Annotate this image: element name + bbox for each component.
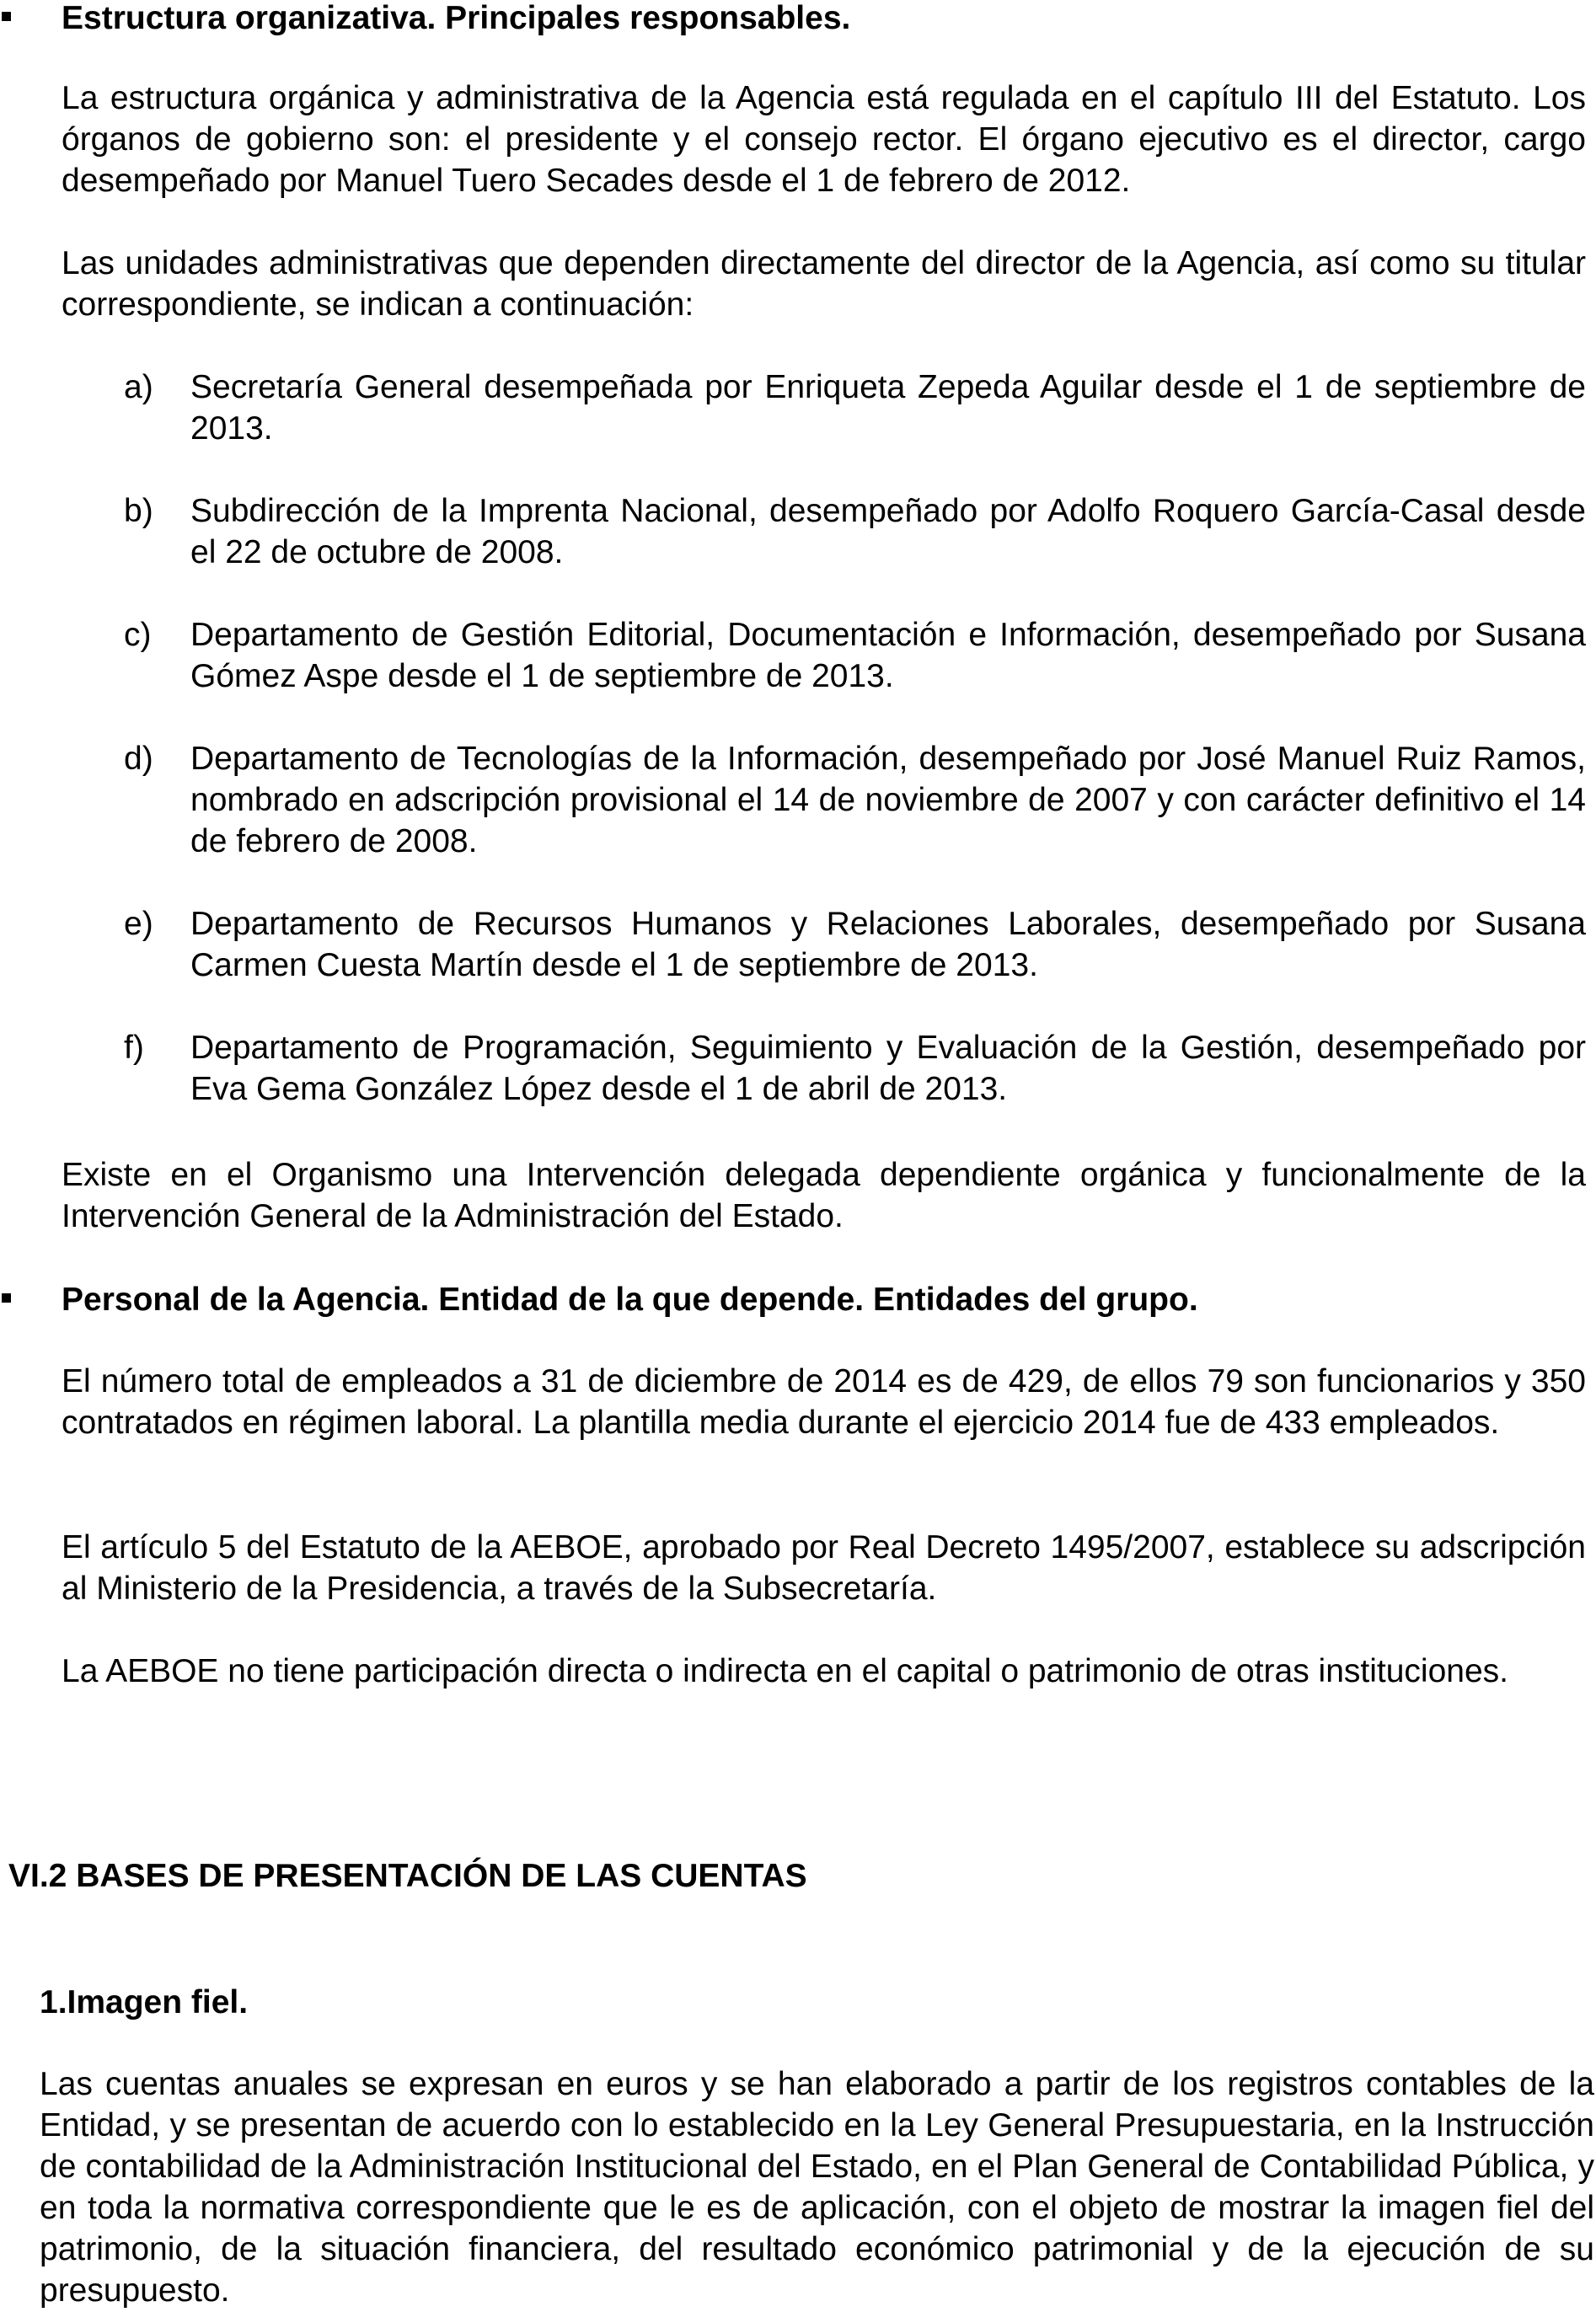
list-item-text: Subdirección de la Imprenta Nacional, desempeñado por Adolfo Roquero García-Casal desde el 22 de octubre de 2008.: [190, 493, 1586, 570]
list-item-text: Secretaría General desempeñada por Enriqueta Zepeda Aguilar desde el 1 de septiembre de 2013.: [190, 369, 1586, 447]
list-letter: c): [124, 617, 152, 653]
paragraph-article-5: El artículo 5 del Estatuto de la AEBOE, aprobado por Real Decreto 1495/2007, establece su adscripción al Ministerio de la Presidencia, a través de la Subsecretaría.: [62, 1529, 1586, 1607]
list-item-text: Departamento de Programación, Seguimiento y Evaluación de la Gestión, desempeñado por Eva Gema González López desde el 1 de abril de 2013.: [190, 1030, 1586, 1107]
paragraph-intervention: Existe en el Organismo una Intervención delegada dependiente orgánica y funcionalmente de la Intervención General de la Administración del Estado.: [62, 1157, 1586, 1234]
list-letter: f): [124, 1030, 144, 1066]
square-bullet-icon: [2, 1293, 11, 1303]
list-letter: b): [124, 493, 153, 529]
paragraph-units-intro: Las unidades administrativas que dependen directamente del director de la Agencia, así como su titular correspondiente, se indican a continuación:: [62, 245, 1586, 323]
list-item-text: Departamento de Gestión Editorial, Documentación e Información, desempeñado por Susana Gómez Aspe desde el 1 de septiembre de 2013.: [190, 617, 1586, 694]
square-bullet-icon: [2, 12, 11, 21]
list-letter: a): [124, 369, 153, 405]
section-heading-text: Estructura organizativa. Principales responsables.: [62, 0, 851, 36]
list-item-text: Departamento de Recursos Humanos y Relaciones Laborales, desempeñado por Susana Carmen Cuesta Martín desde el 1 de septiembre de 2013.: [190, 906, 1586, 983]
paragraph-structure-intro: La estructura orgánica y administrativa de la Agencia está regulada en el capítulo III del Estatuto. Los órganos de gobierno son: el presidente y el consejo rector. El órgano ejecutivo es el director, cargo desempeñado por Manuel Tuero Secades desde el 1 de febrero de 2012.: [62, 80, 1586, 199]
list-letter: e): [124, 906, 153, 942]
list-item-text: Departamento de Tecnologías de la Información, desempeñado por José Manuel Ruiz Ramos, nombrado en adscripción provisional el 14 de noviembre de 2007 y con carácter definitivo el 14 de febrero de 2008.: [190, 741, 1586, 859]
paragraph-imagen-fiel: Las cuentas anuales se expresan en euros y se han elaborado a partir de los registros contables de la Entidad, y se presentan de acuerdo con lo establecido en la Ley General Presupuestaria, en la Instrucción de contabilidad de la Administración Institucional del Estado, en el Plan General de Contabilidad Pública, y en toda la normativa correspondiente que le es de aplicación, con el objeto de mostrar la imagen fiel del patrimonio, de la situación financiera, del resultado económico patrimonial y de la ejecución de su presupuesto.: [40, 2066, 1594, 2309]
list-letter: d): [124, 741, 153, 777]
section-title-vi2: VI.2 BASES DE PRESENTACIÓN DE LAS CUENTAS: [8, 1858, 807, 1894]
paragraph-participation: La AEBOE no tiene participación directa o indirecta en el capital o patrimonio de otras instituciones.: [62, 1653, 1508, 1689]
section-heading-text: Personal de la Agencia. Entidad de la que depende. Entidades del grupo.: [62, 1282, 1198, 1318]
paragraph-employees: El número total de empleados a 31 de diciembre de 2014 es de 429, de ellos 79 son funcionarios y 350 contratados en régimen laboral. La plantilla media durante el ejercicio 2014 fue de 433 empleados.: [62, 1363, 1586, 1441]
subsection-title-imagen-fiel: 1.Imagen fiel.: [40, 1984, 249, 2020]
